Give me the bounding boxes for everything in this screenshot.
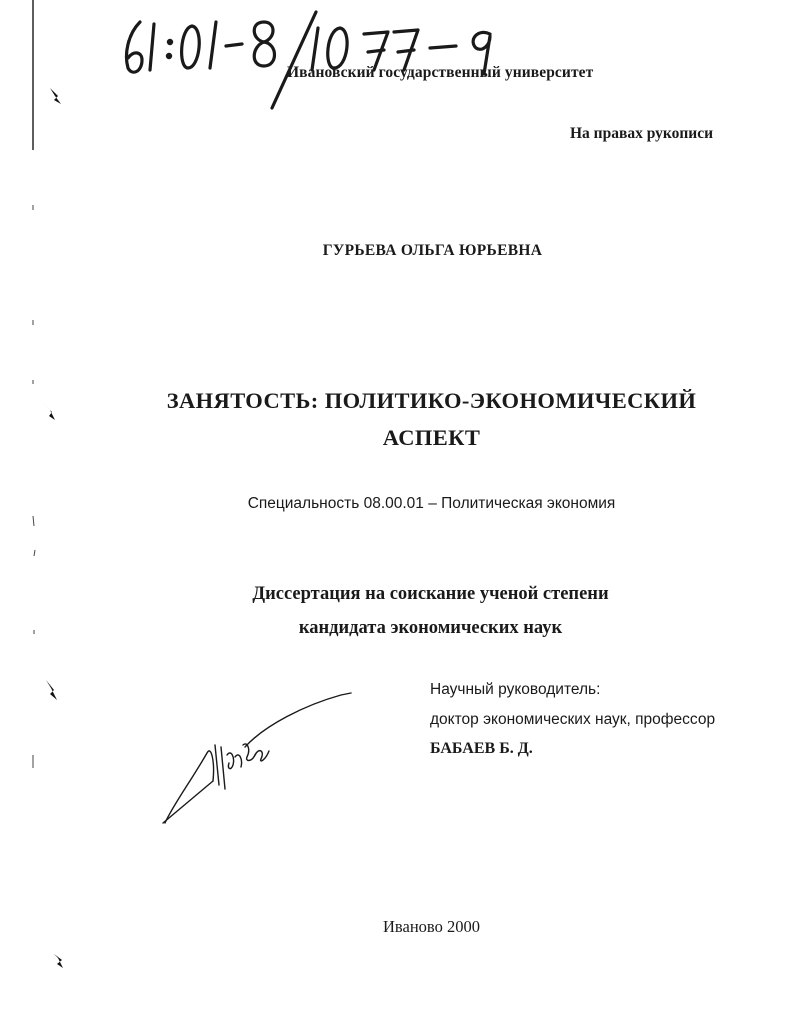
dissertation-title-line-1: ЗАНЯТОСТЬ: ПОЛИТИКО-ЭКОНОМИЧЕСКИЙ <box>166 388 697 413</box>
city-year: Иваново 2000 <box>383 917 480 936</box>
handwritten-archive-number <box>118 10 558 110</box>
degree-line-1: Диссертация на соискание ученой степени <box>252 584 609 604</box>
specialty-line: Специальность 08.00.01 – Политическая экономия <box>247 495 616 512</box>
university-name: Ивановский государственный университет <box>287 64 594 81</box>
advisor-name: БАБАЕВ Б. Д. <box>430 740 533 757</box>
rights-note: На правах рукописи <box>570 125 714 142</box>
advisor-label: Научный руководитель: <box>430 681 601 698</box>
advisor-degree: доктор экономических наук, профессор <box>430 711 716 728</box>
author-name: ГУРЬЕВА ОЛЬГА ЮРЬЕВНА <box>322 242 543 259</box>
degree-line-2: кандидата экономических наук <box>298 618 563 638</box>
author-signature <box>155 685 365 830</box>
dissertation-title-line-2: АСПЕКТ <box>382 425 481 450</box>
